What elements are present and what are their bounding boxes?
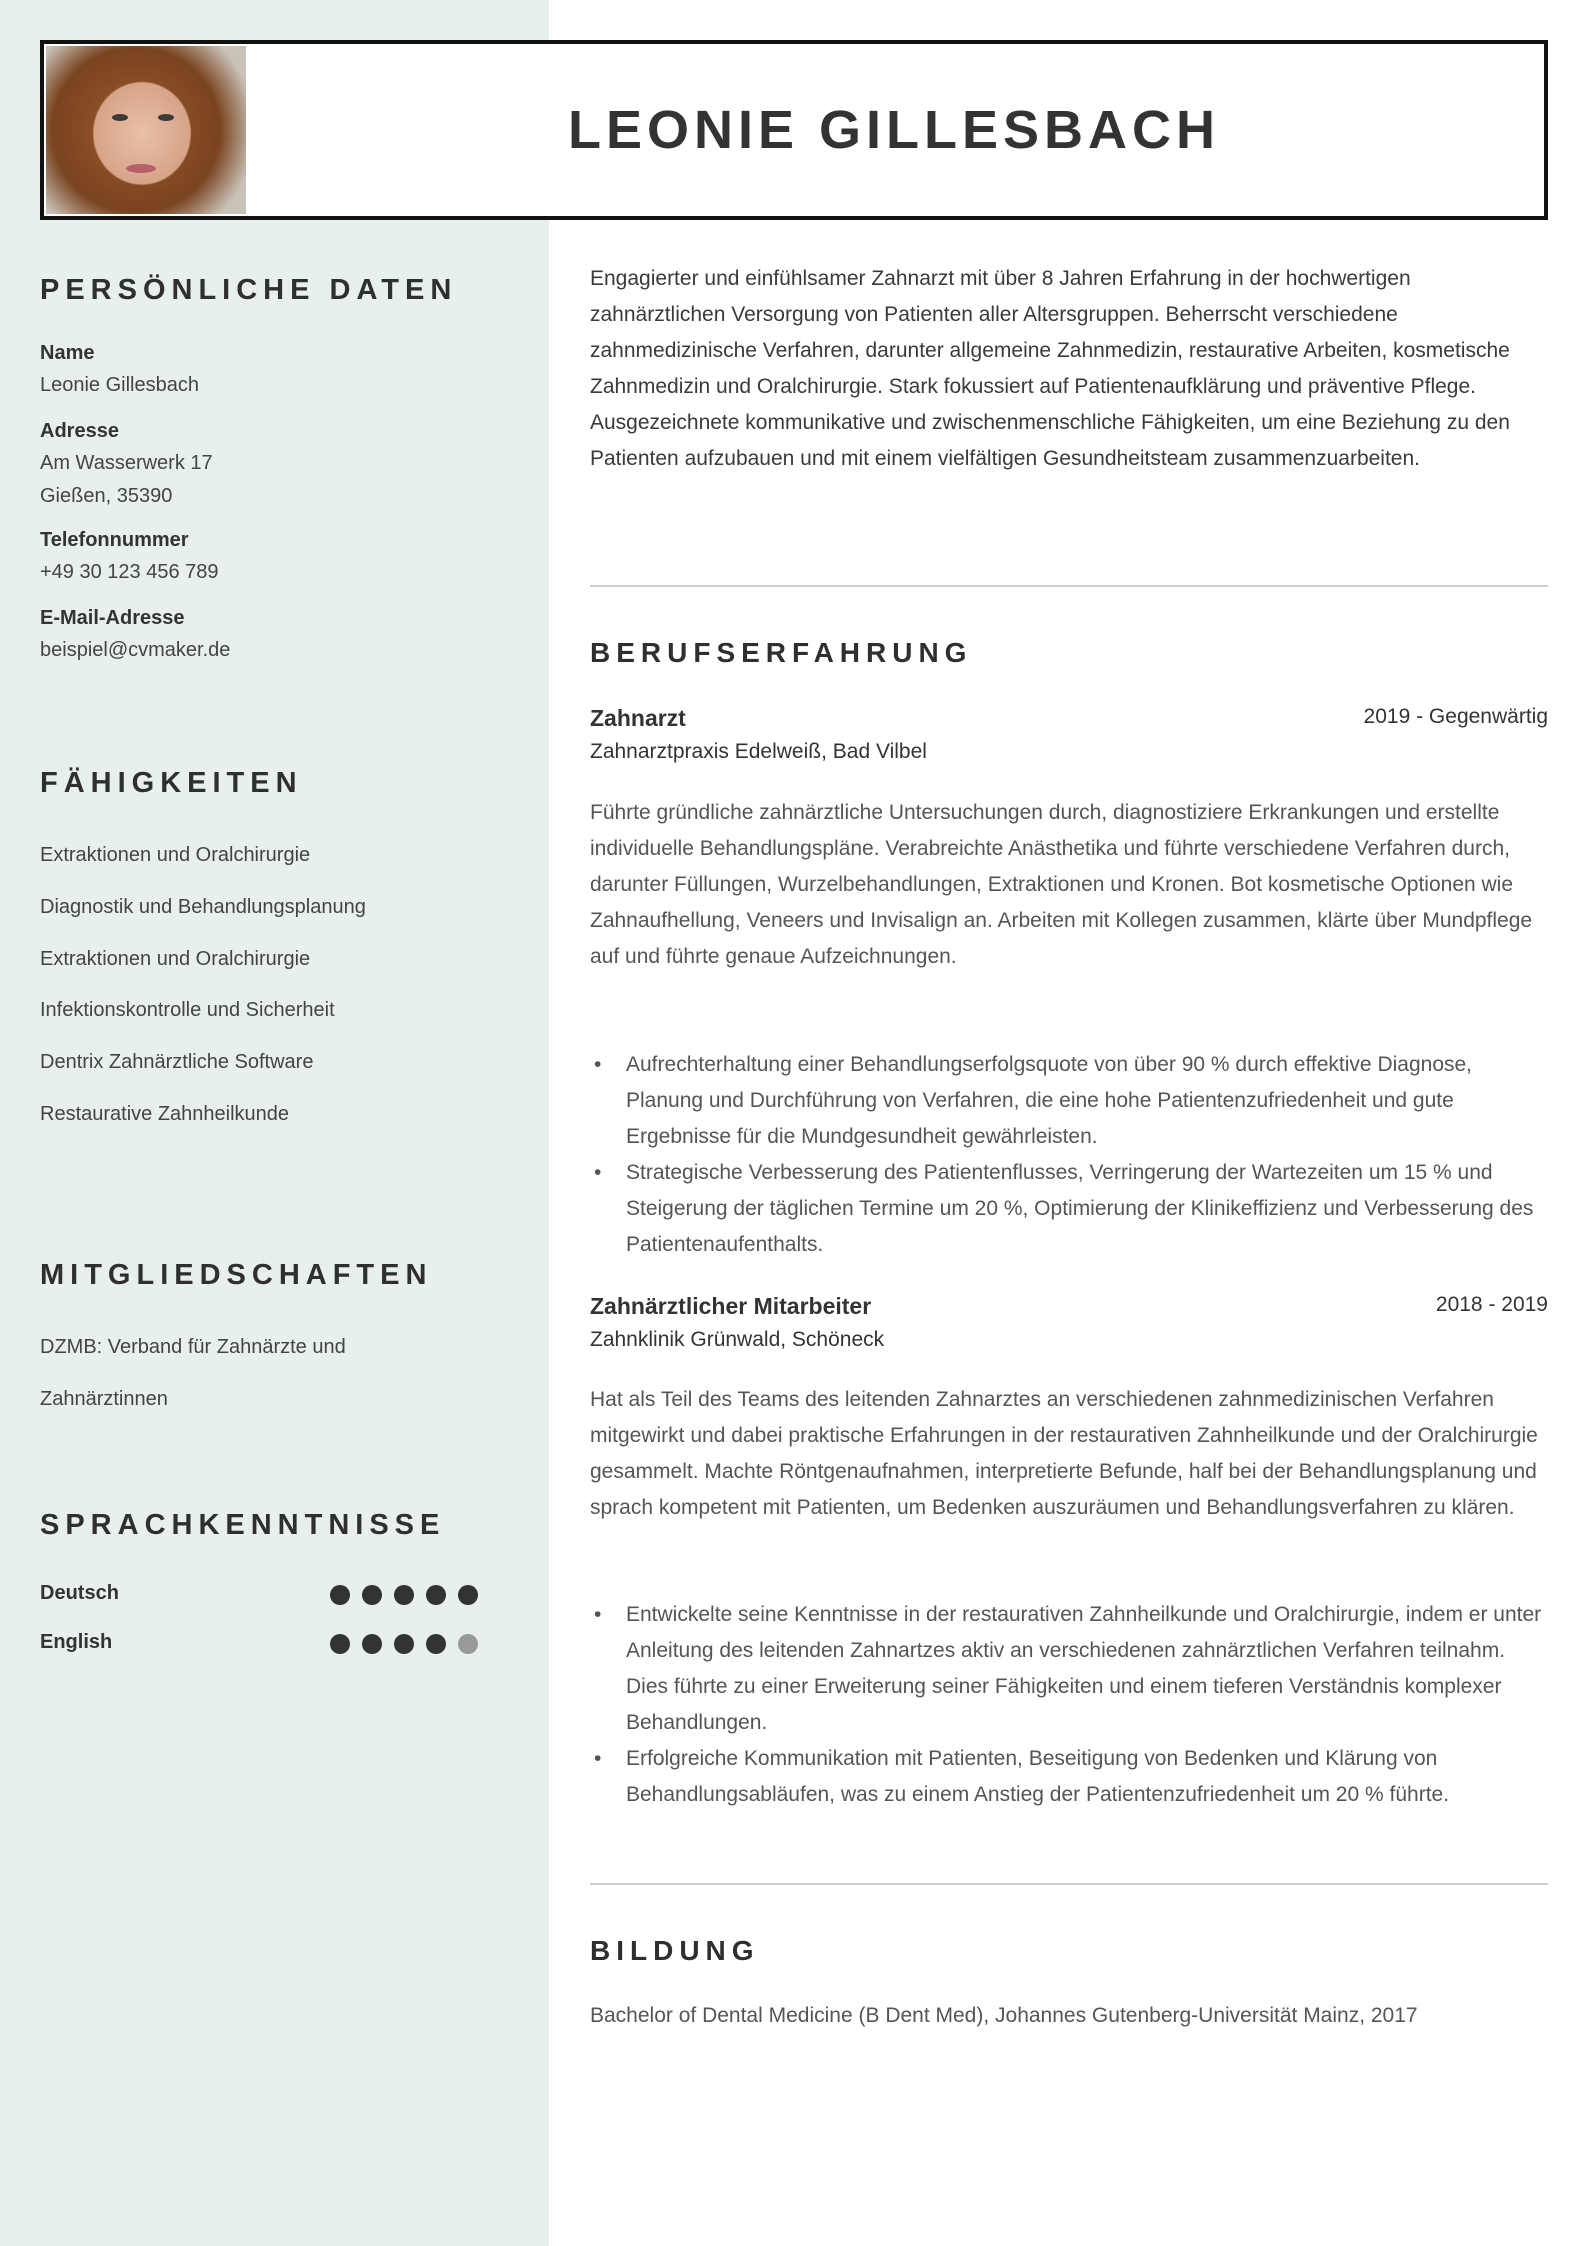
- value-phone: +49 30 123 456 789: [40, 561, 219, 583]
- job-entry: [590, 1293, 1548, 1352]
- job-description: Führte gründliche zahnärztliche Untersuchungen durch, diagnostiziere Erkrankungen und erstellte individuelle Behandlungspläne. Verabreichte Anästhetika und führte verschiedene Verfahren durch, darunter Füllungen, Wurzelbehandlungen, Extraktionen und Kronen. Bot kosmetische Optionen wie Zahnaufhellung, Veneers und Invisalign an. Arbeiten mit Kollegen zusammen, klärte über Mundpflege auf und führte genaue Aufzeichnungen.: [590, 801, 1533, 968]
- rating-dot-filled: [362, 1585, 382, 1605]
- section-heading-skills: FÄHIGKEITEN: [40, 767, 303, 799]
- membership-line: Zahnärztinnen: [40, 1388, 168, 1410]
- language-name: English: [40, 1631, 113, 1653]
- section-heading-languages: SPRACHKENNTNISSE: [40, 1509, 446, 1541]
- job-company: Zahnklinik Grünwald, Schöneck: [590, 1328, 885, 1351]
- language-name: Deutsch: [40, 1582, 119, 1604]
- job-entry: [590, 705, 1548, 764]
- bullet-item: • Entwickelte seine Kenntnisse in der restaurativen Zahnheilkunde und Oralchirurgie, indem er unter Anleitung des leitenden Zahnartzes aktiv an verschiedenen zahnärztlichen Verfahren teilnahm. Dies führte zu einer Erweiterung seiner Fähigkeiten und einem tieferen Verständnis komplexer Behandlungen.: [590, 1597, 1548, 1741]
- name-header: [40, 40, 1548, 220]
- sidebar: [0, 0, 549, 2246]
- bullet-item: • Strategische Verbesserung des Patientenflusses, Verringerung der Wartezeiten um 15 % und Steigerung der täglichen Termine um 20 %, Optimierung der Klinikeffizienz und Verbesserung des Patientenaufenthalts.: [590, 1155, 1548, 1263]
- bullet-item: • Aufrechterhaltung einer Behandlungserfolgsquote von über 90 % durch effektive Diagnose, Planung und Durchführung von Verfahren, die eine hohe Patientenzufriedenheit und gute Ergebnisse für die Mundgesundheit gewährleisten.: [590, 1047, 1548, 1155]
- job-bullets: [590, 1597, 1548, 1813]
- rating-dot-filled: [362, 1634, 382, 1654]
- profile-photo: [46, 46, 246, 214]
- section-heading-education: BILDUNG: [590, 1935, 760, 1966]
- rating-dot-filled: [394, 1634, 414, 1654]
- skill-item: Diagnostik und Behandlungsplanung: [40, 896, 366, 918]
- language-rating-english: [330, 1634, 478, 1654]
- skill-item: Infektionskontrolle und Sicherheit: [40, 999, 335, 1021]
- section-heading-personal: PERSÖNLICHE DATEN: [40, 274, 458, 306]
- job-title: Zahnarzt: [590, 705, 686, 731]
- rating-dot-filled: [330, 1634, 350, 1654]
- candidate-name: LEONIE GILLESBACH: [567, 100, 1221, 160]
- rating-dot-filled: [330, 1585, 350, 1605]
- rating-dot-filled: [426, 1634, 446, 1654]
- skill-item: Dentrix Zahnärztliche Software: [40, 1051, 314, 1073]
- value-city: Gießen, 35390: [40, 485, 173, 507]
- skill-item: Extraktionen und Oralchirurgie: [40, 844, 311, 866]
- divider: [590, 1883, 1548, 1885]
- rating-dot-filled: [426, 1585, 446, 1605]
- job-description: Hat als Teil des Teams des leitenden Zahnarztes an verschiedenen zahnmedizinischen Verfahren mitgewirkt und dabei praktische Erfahrungen in der restaurativen Zahnheilkunde und der Oralchirurgie gesammelt. Machte Röntgenaufnahmen, interpretierte Befunde, half bei der Behandlungsplanung und sprach kompetent mit Patienten, um Bedenken auszuräumen und Behandlungsverfahren zu klären.: [590, 1388, 1538, 1519]
- value-name: Leonie Gillesbach: [40, 374, 199, 396]
- membership-line: DZMB: Verband für Zahnärzte und: [40, 1336, 346, 1358]
- profile-summary: Engagierter und einfühlsamer Zahnarzt mit über 8 Jahren Erfahrung in der hochwertigen zahnärztlichen Versorgung von Patienten aller Altersgruppen. Beherrscht verschiedene zahnmedizinische Verfahren, darunter allgemeine Zahnmedizin, restaurative Arbeiten, kosmetische Zahnmedizin und Oralchirurgie. Stark fokussiert auf Patientenaufklärung und präventive Pflege. Ausgezeichnete kommunikative und zwischenmenschliche Fähigkeiten, um eine Beziehung zu den Patienten aufzubauen und mit einem vielfältigen Gesundheitsteam zusammenzuarbeiten.: [590, 267, 1510, 470]
- label-name: Name: [40, 342, 95, 364]
- bullet-item: • Erfolgreiche Kommunikation mit Patienten, Beseitigung von Bedenken und Klärung von Behandlungsabläufen, was zu einem Anstieg der Patientenzufriedenheit um 20 % führte.: [590, 1741, 1548, 1813]
- education-entry: Bachelor of Dental Medicine (B Dent Med), Johannes Gutenberg-Universität Mainz, 2017: [590, 2004, 1418, 2027]
- skill-item: Extraktionen und Oralchirurgie: [40, 948, 311, 970]
- language-rating-deutsch: [330, 1585, 478, 1605]
- section-heading-experience: BERUFSERFAHRUNG: [590, 637, 973, 668]
- job-dates: 2019 - Gegenwärtig: [1363, 705, 1548, 728]
- label-address: Adresse: [40, 420, 119, 442]
- value-email[interactable]: beispiel@cvmaker.de: [40, 639, 231, 661]
- job-dates: 2018 - 2019: [1435, 1293, 1548, 1316]
- rating-dot-empty: [458, 1634, 478, 1654]
- divider: [590, 585, 1548, 587]
- skill-item: Restaurative Zahnheilkunde: [40, 1103, 290, 1125]
- rating-dot-filled: [394, 1585, 414, 1605]
- job-title: Zahnärztlicher Mitarbeiter: [590, 1293, 872, 1319]
- job-company: Zahnarztpraxis Edelweiß, Bad Vilbel: [590, 740, 927, 763]
- label-email: E-Mail-Adresse: [40, 607, 185, 629]
- value-street: Am Wasserwerk 17: [40, 452, 213, 474]
- section-heading-memberships: MITGLIEDSCHAFTEN: [40, 1259, 433, 1291]
- job-bullets: [590, 1047, 1548, 1263]
- label-phone: Telefonnummer: [40, 529, 189, 551]
- rating-dot-filled: [458, 1585, 478, 1605]
